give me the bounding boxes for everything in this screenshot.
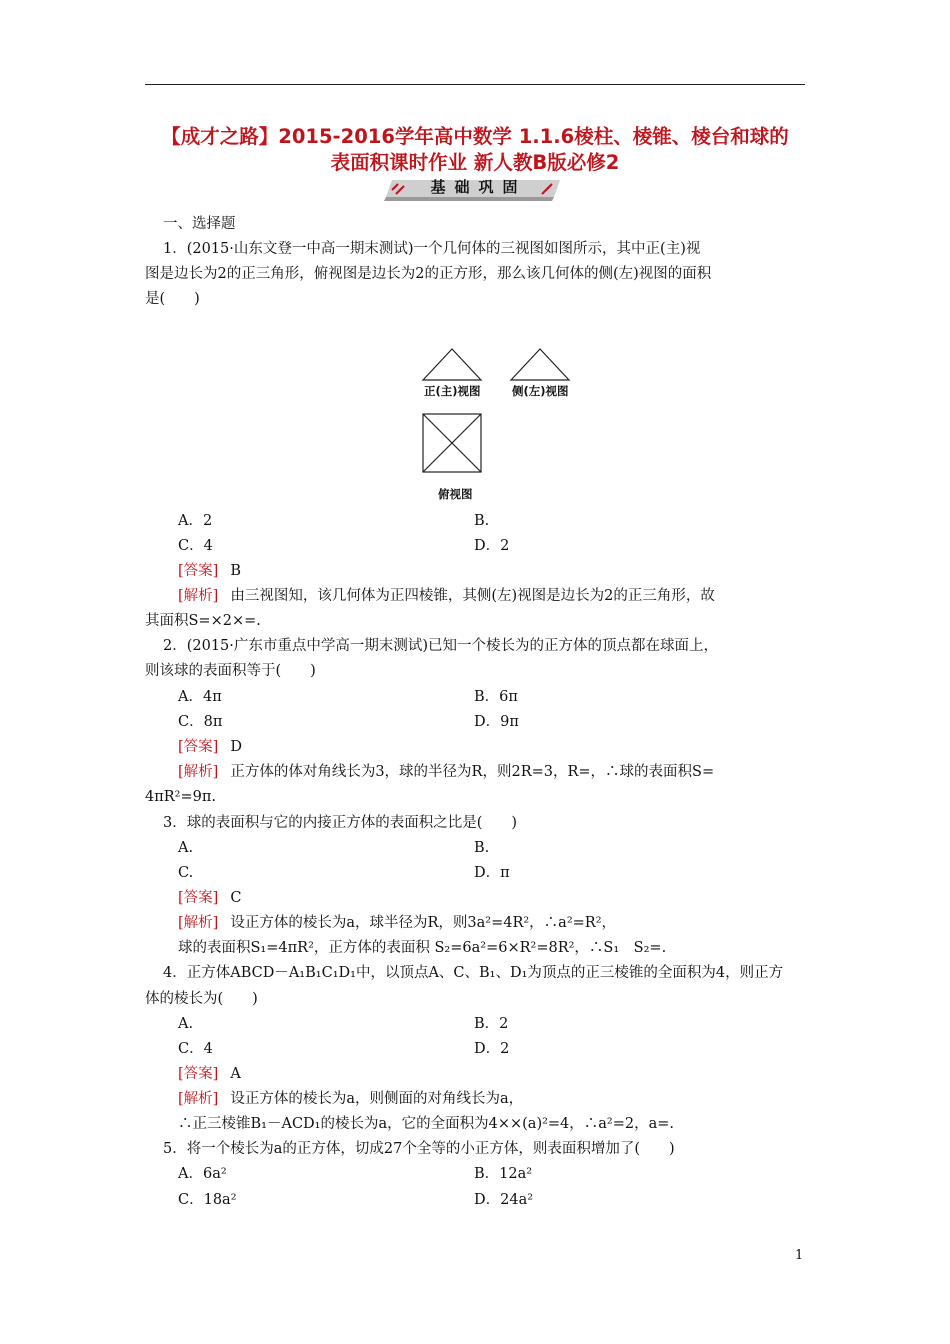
question-4-option-a: A. (178, 1016, 194, 1032)
answer-tag: [答案] (178, 890, 219, 906)
question-3-analysis-line-1 (178, 913, 616, 933)
top-view-label: 俯视图 (438, 487, 473, 501)
question-4-analysis-line-1 (178, 1089, 523, 1109)
question-4-option-b: B．2 (474, 1016, 509, 1032)
answer-tag: [答案] (178, 1066, 219, 1082)
analysis-text: 正方体的体对角线长为3，球的半径为R，则2R=3，R=，∴球的表面积S= (230, 764, 715, 780)
question-3-answer (178, 888, 241, 908)
question-2-answer (178, 737, 242, 757)
title-line-2: 表面积课时作业 新人教B版必修2 (330, 151, 620, 174)
question-4-answer (178, 1064, 241, 1084)
three-view-figure (415, 340, 595, 480)
question-1-analysis-line-1 (178, 586, 715, 606)
front-view-label: 正(主)视图 (424, 384, 481, 398)
analysis-text: 设正方体的棱长为a，则侧面的对角线长为a， (230, 1091, 524, 1107)
question-2-option-b: B．6π (474, 689, 518, 705)
question-4-analysis-line-2: ∴正三棱锥B₁－ACD₁的棱长为a，它的全面积为4××(a)²=4，∴a²=2，a=. (178, 1116, 675, 1132)
section-heading: 一、选择题 (163, 216, 236, 232)
question-5-option-d: D．24a² (474, 1192, 534, 1208)
question-4-option-c: C．4 (178, 1041, 213, 1057)
question-2-option-c: C．8π (178, 714, 223, 730)
question-3-analysis-line-2: 球的表面积S₁=4πR²，正方体的表面积 S₂=6a²=6×R²=8R²，∴S₁ S₂=. (178, 940, 667, 956)
question-3-option-d: D．π (474, 865, 510, 881)
analysis-text: 设正方体的棱长为a，球半径为R，则3a²=4R²，∴a²=R²， (230, 915, 617, 931)
question-2-analysis-line-2: 4πR²=9π. (145, 789, 216, 805)
question-2-line-2: 则该球的表面积等于( ) (145, 663, 316, 679)
answer-value: B (230, 563, 241, 579)
answer-value: D (230, 739, 242, 755)
question-3-option-a: A. (178, 840, 194, 856)
question-4-line-1: 4．正方体ABCD－A₁B₁C₁D₁中，以顶点A、C、B₁、D₁为顶点的正三棱锥的全面积为4，则正方 (163, 965, 784, 981)
question-2-option-d: D．9π (474, 714, 519, 730)
question-2-line-1: 2．(2015·广东市重点中学高一期末测试)已知一个棱长为的正方体的顶点都在球面上， (163, 638, 719, 654)
analysis-tag: [解析] (178, 764, 219, 780)
question-4-option-d: D．2 (474, 1041, 510, 1057)
question-5-option-c: C．18a² (178, 1192, 237, 1208)
section-banner-text: 基础巩固 (430, 178, 527, 196)
analysis-tag: [解析] (178, 588, 219, 604)
side-view-label: 侧(左)视图 (512, 384, 569, 398)
question-4-line-2: 体的棱长为( ) (145, 991, 258, 1007)
header-rule (145, 84, 805, 85)
question-5-option-b: B．12a² (474, 1166, 533, 1182)
question-1-answer (178, 561, 241, 581)
answer-tag: [答案] (178, 563, 219, 579)
question-1-option-b: B. (474, 513, 490, 529)
question-2-analysis-line-1 (178, 762, 714, 782)
question-5-line-1: 5．将一个棱长为a的正方体，切成27个全等的小正方体，则表面积增加了( ) (163, 1141, 675, 1157)
question-3-line-1: 3．球的表面积与它的内接正方体的表面积之比是( ) (163, 815, 518, 831)
question-1-option-c: C．4 (178, 538, 213, 554)
question-1-line-1: 1．(2015·山东文登一中高一期末测试)一个几何体的三视图如图所示，其中正(主)视 (163, 241, 701, 257)
question-1-analysis-line-2: 其面积S=×2×=. (145, 613, 261, 629)
question-2-option-a: A．4π (178, 689, 222, 705)
question-1-option-a: A．2 (178, 513, 213, 529)
question-3-option-b: B. (474, 840, 490, 856)
analysis-tag: [解析] (178, 915, 219, 931)
front-view-triangle (423, 349, 481, 380)
page-number: 1 (795, 1248, 804, 1263)
answer-value: A (230, 1066, 241, 1082)
question-1-option-d: D．2 (474, 538, 510, 554)
question-3-option-c: C. (178, 865, 194, 881)
side-view-triangle (511, 349, 569, 380)
analysis-text: 由三视图知，该几何体为正四棱锥，其侧(左)视图是边长为2的正三角形，故 (230, 588, 715, 604)
answer-value: C (230, 890, 242, 906)
question-1-line-3: 是( ) (145, 291, 200, 307)
question-1-line-2: 图是边长为2的正三角形，俯视图是边长为2的正方形，那么该几何体的侧(左)视图的面积 (145, 266, 712, 282)
analysis-tag: [解析] (178, 1091, 219, 1107)
question-5-option-a: A．6a² (178, 1166, 227, 1182)
answer-tag: [答案] (178, 739, 219, 755)
title-line-1: 【成才之路】2015-2016学年高中数学 1.1.6棱柱、棱锥、棱台和球的 (161, 125, 789, 148)
